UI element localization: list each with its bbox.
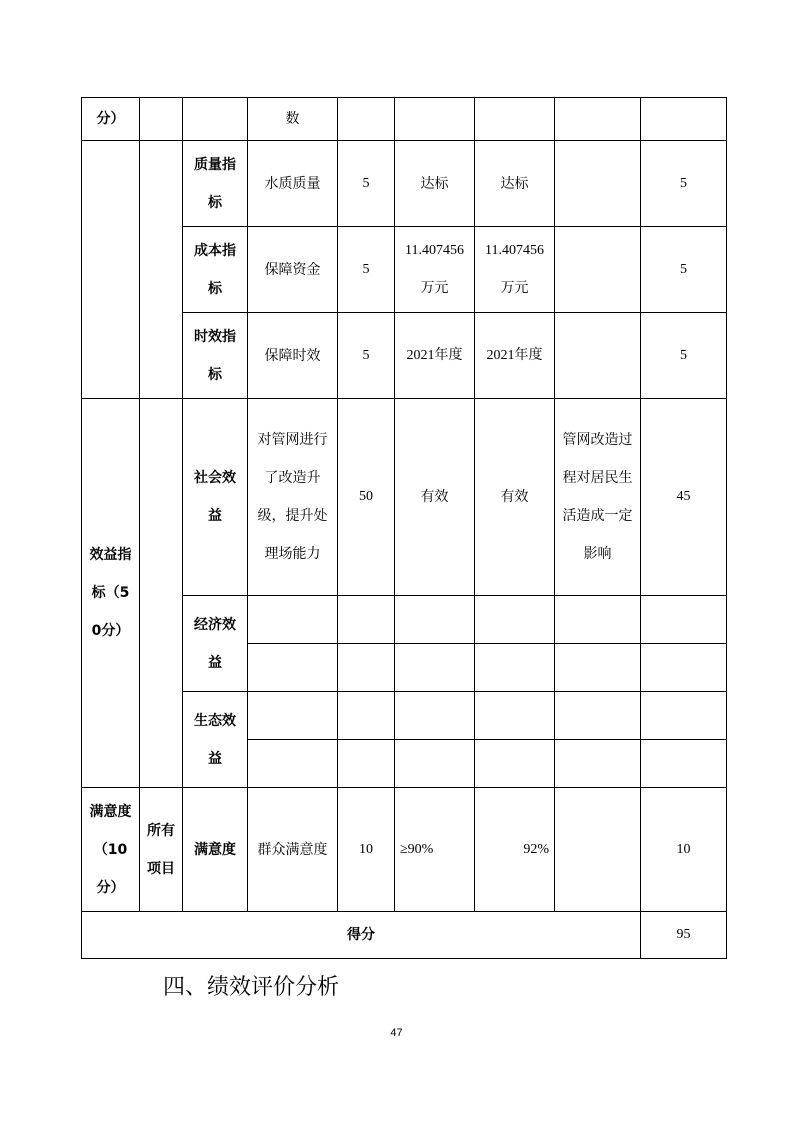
page-number: 47 [390,1027,403,1039]
cell-empty [183,98,248,141]
cell-secondary-indicator: 社会效益 [183,399,248,596]
cell-tertiary-indicator: 群众满意度 [248,788,338,912]
cell-empty [395,644,475,692]
cell-empty [140,141,183,399]
cell-score: 5 [641,227,727,313]
cell-empty [555,596,641,644]
cell-weight: 5 [338,227,395,313]
cell-empty [82,141,140,399]
cell-deviation [555,788,641,912]
cell-secondary-indicator: 生态效益 [183,692,248,788]
cell-empty [641,596,727,644]
cell-empty [555,98,641,141]
table-row [82,98,727,141]
cell-actual: 2021年度 [475,313,555,399]
cell-deviation [555,227,641,313]
cell-empty [338,740,395,788]
performance-table [81,97,727,959]
cell-empty [641,740,727,788]
cell-secondary-indicator: 经济效益 [183,596,248,692]
cell-section-label: 满意度（10分） [82,788,140,912]
cell-indicator-tail: 数 [248,98,338,141]
cell-empty [475,692,555,740]
cell-empty [475,644,555,692]
cell-empty [395,740,475,788]
cell-deviation: 管网改造过程对居民生活造成一定影响 [555,399,641,596]
cell-tertiary-indicator: 保障时效 [248,313,338,399]
cell-empty [248,740,338,788]
cell-secondary-indicator: 时效指标 [183,313,248,399]
cell-weight: 50 [338,399,395,596]
table-row [82,399,727,596]
cell-actual: 92% [475,788,555,912]
cell-empty [395,596,475,644]
cell-score: 5 [641,141,727,227]
table-row [82,141,727,227]
cell-empty [641,644,727,692]
table-row [82,912,727,959]
cell-empty [555,644,641,692]
cell-empty [475,596,555,644]
cell-empty [338,98,395,141]
cell-empty [338,644,395,692]
cell-tertiary-indicator: 对管网进行了改造升级，提升处理场能力 [248,399,338,596]
cell-tertiary-indicator: 保障资金 [248,227,338,313]
cell-empty [248,644,338,692]
cell-actual: 11.407456万元 [475,227,555,313]
total-score-value: 95 [641,912,727,959]
total-score-label: 得分 [82,912,641,959]
cell-deviation [555,313,641,399]
cell-empty [140,98,183,141]
cell-secondary-indicator: 质量指标 [183,141,248,227]
cell-empty [140,399,183,788]
cell-secondary-indicator: 成本指标 [183,227,248,313]
cell-weight: 10 [338,788,395,912]
cell-empty [641,98,727,141]
cell-empty [248,692,338,740]
cell-tertiary-indicator: 水质质量 [248,141,338,227]
cell-empty [475,740,555,788]
cell-actual: 达标 [475,141,555,227]
cell-score: 5 [641,313,727,399]
cell-target: ≥90% [395,788,475,912]
cell-section-label: 分） [82,98,140,141]
cell-target: 有效 [395,399,475,596]
cell-empty [555,692,641,740]
cell-weight: 5 [338,141,395,227]
cell-empty [338,596,395,644]
cell-empty [338,692,395,740]
cell-empty [395,98,475,141]
cell-target: 11.407456万元 [395,227,475,313]
cell-empty [395,692,475,740]
cell-actual: 有效 [475,399,555,596]
cell-empty [641,692,727,740]
cell-primary-indicator: 所有项目 [140,788,183,912]
cell-score: 45 [641,399,727,596]
cell-empty [475,98,555,141]
cell-weight: 5 [338,313,395,399]
cell-empty [248,596,338,644]
cell-section-label: 效益指标（50分） [82,399,140,788]
cell-target: 达标 [395,141,475,227]
cell-empty [555,740,641,788]
table-row [82,788,727,912]
section-heading: 四、绩效评价分析 [163,975,340,1000]
cell-target: 2021年度 [395,313,475,399]
cell-secondary-indicator: 满意度 [183,788,248,912]
cell-score: 10 [641,788,727,912]
cell-deviation [555,141,641,227]
